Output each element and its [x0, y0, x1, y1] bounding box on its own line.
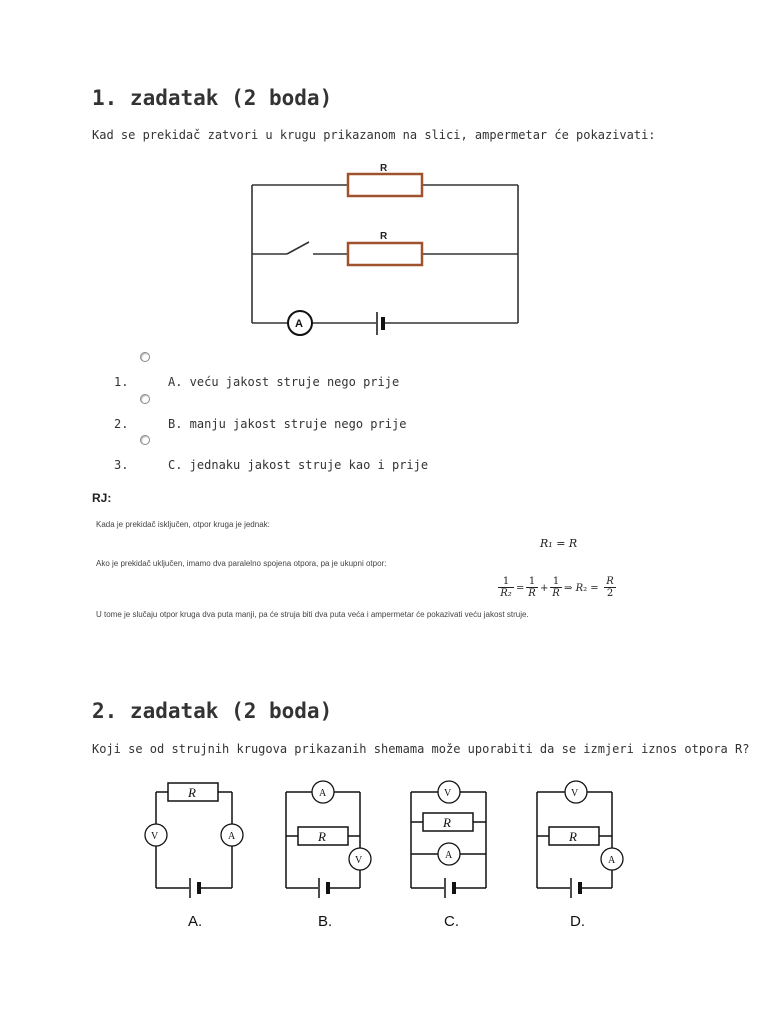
task2-question: Koji se od strujnih krugova prikazanih shemama može uporabiti da se izmjeri iznos otpora R?	[92, 742, 750, 756]
circuit-a-a: A	[228, 831, 236, 842]
circuit-a-v: V	[151, 831, 159, 842]
circuit-a-caption: A.	[188, 913, 203, 930]
resistor-top-label: R	[380, 163, 388, 174]
circuit-b-v: V	[355, 855, 363, 866]
option-b-text: B. manju jakost struje nego prije	[168, 417, 407, 431]
circuit-c-v: V	[444, 788, 452, 799]
circuit-c-a: A	[445, 850, 453, 861]
rj-label: RJ:	[92, 491, 112, 505]
task1-heading: 1. zadatak (2 boda)	[92, 86, 333, 110]
circuit-b-caption: B.	[318, 913, 333, 930]
circuit-b	[286, 781, 371, 930]
circuit-d-caption: D.	[570, 913, 585, 930]
circuit-d-r: R	[569, 829, 577, 844]
circuit-c	[411, 781, 486, 930]
option-c-number: 3.	[114, 458, 129, 472]
circuit-b-a: A	[319, 788, 327, 799]
circuit-d-a: A	[608, 855, 616, 866]
circuit-d	[537, 781, 623, 930]
circuit-b-r: R	[318, 829, 326, 844]
solution-line-2: Ako je prekidač uključen, imamo dva paralelno spojena otpora, pa je ukupni otpor:	[96, 559, 387, 568]
resistor-bottom-label: R	[380, 231, 388, 242]
circuit-c-r: R	[443, 815, 451, 830]
circuit-a	[145, 783, 243, 930]
solution-formula-2: 1 R₂ = 1 R + 1 R ⇒ R₂ = R 2	[498, 576, 628, 602]
task2-heading: 2. zadatak (2 boda)	[92, 699, 333, 723]
option-a-text: A. veću jakost struje nego prije	[168, 375, 400, 389]
option-c-text: C. jednaku jakost struje kao i prije	[168, 458, 429, 472]
task1-question: Kad se prekidač zatvori u krugu prikazanom na slici, ampermetar će pokazivati:	[92, 128, 656, 142]
option-a-number: 1.	[114, 375, 129, 389]
solution-line-1: Kada je prekidač isključen, otpor kruga je jednak:	[96, 520, 270, 529]
circuit-d-v: V	[571, 788, 579, 799]
ammeter-label: A	[295, 318, 303, 330]
solution-formula-1: R₁ = R	[540, 537, 578, 550]
option-b-number: 2.	[114, 417, 129, 431]
solution-line-3: U tome je slučaju otpor kruga dva puta manji, pa će struja biti dva puta veća i ampermetar će pokazivati veću jakost struje.	[96, 610, 529, 619]
circuit-a-r: R	[188, 785, 196, 800]
circuit-c-caption: C.	[444, 913, 459, 930]
